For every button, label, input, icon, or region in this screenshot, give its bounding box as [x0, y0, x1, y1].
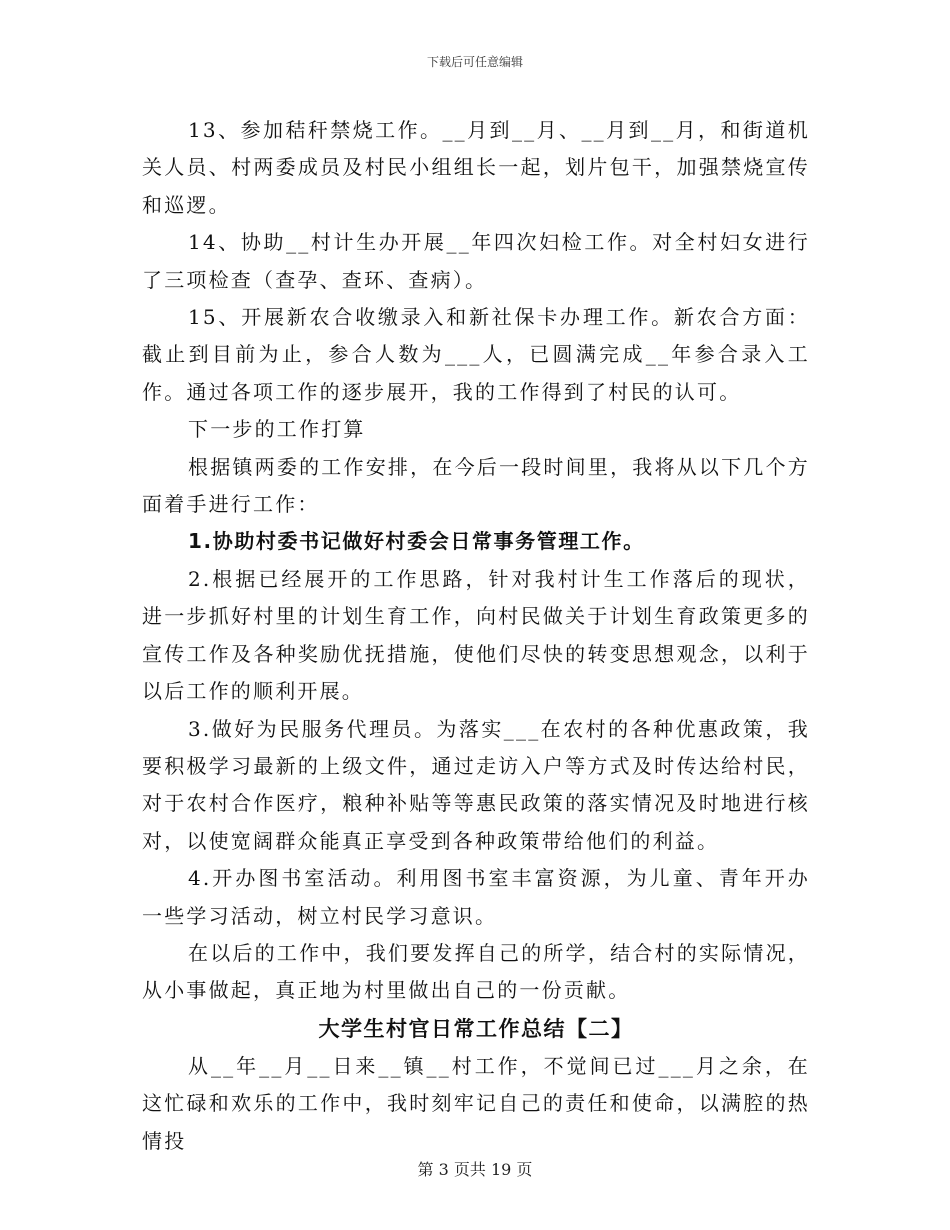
paragraph-item-14: 14、协助__村计生办开展__年四次妇检工作。对全村妇女进行了三项检查（查孕、查环、查病）。	[142, 230, 810, 292]
plan-item-1: 1.协助村委书记做好村委会日常事务管理工作。	[188, 529, 645, 554]
paragraph-item-13: 13、参加秸秆禁烧工作。__月到__月、__月到__月，和街道机关人员、村两委成员及村民小组组长一起，划片包干，加强禁烧宣传和巡逻。	[142, 118, 810, 217]
plan-item-4: 4.开办图书室活动。利用图书室丰富资源，为儿童、青年开办一些学习活动，树立村民学习意识。	[142, 866, 810, 928]
document-body	[142, 112, 810, 1160]
plan-item-2: 2.根据已经展开的工作思路，针对我村计生工作落后的现状，进一步抓好村里的计划生育工作，向村民做关于计划生育政策更多的宣传工作及各种奖励优抚措施，使他们尽快的转变思想观念，以利于以后工作的顺利开展。	[142, 566, 810, 704]
paragraph-intro: 根据镇两委的工作安排，在今后一段时间里，我将从以下几个方面着手进行工作：	[142, 454, 810, 517]
section-title: 大学生村官日常工作总结【二】	[318, 1016, 634, 1041]
next-steps-heading: 下一步的工作打算	[188, 417, 366, 442]
page-header: 下载后可任意编辑	[426, 55, 523, 69]
paragraph-conclusion: 在以后的工作中，我们要发挥自己的所学，结合村的实际情况，从小事做起，真正地为村里做出自己的一份贡献。	[142, 940, 810, 1003]
plan-item-3: 3.做好为民服务代理员。为落实___在农村的各种优惠政策，我要积极学习最新的上级文件，通过走访入户等方式及时传达给村民，对于农村合作医疗，粮种补贴等等惠民政策的落实情况及时地进行核对，以使宽阔群众能真正享受到各种政策带给他们的利益。	[142, 716, 810, 853]
paragraph-section-two: 从__年__月__日来__镇__村工作，不觉间已过___月之余，在这忙碌和欢乐的工作中，我时刻牢记自己的责任和使命，以满腔的热情投	[142, 1053, 810, 1153]
paragraph-item-15: 15、开展新农合收缴录入和新社保卡办理工作。新农合方面：截止到目前为止，参合人数为___人，已圆满完成__年参合录入工作。通过各项工作的逐步展开，我的工作得到了村民的认可。	[142, 305, 810, 404]
page-footer: 第 3 页共 19 页	[417, 1160, 533, 1179]
